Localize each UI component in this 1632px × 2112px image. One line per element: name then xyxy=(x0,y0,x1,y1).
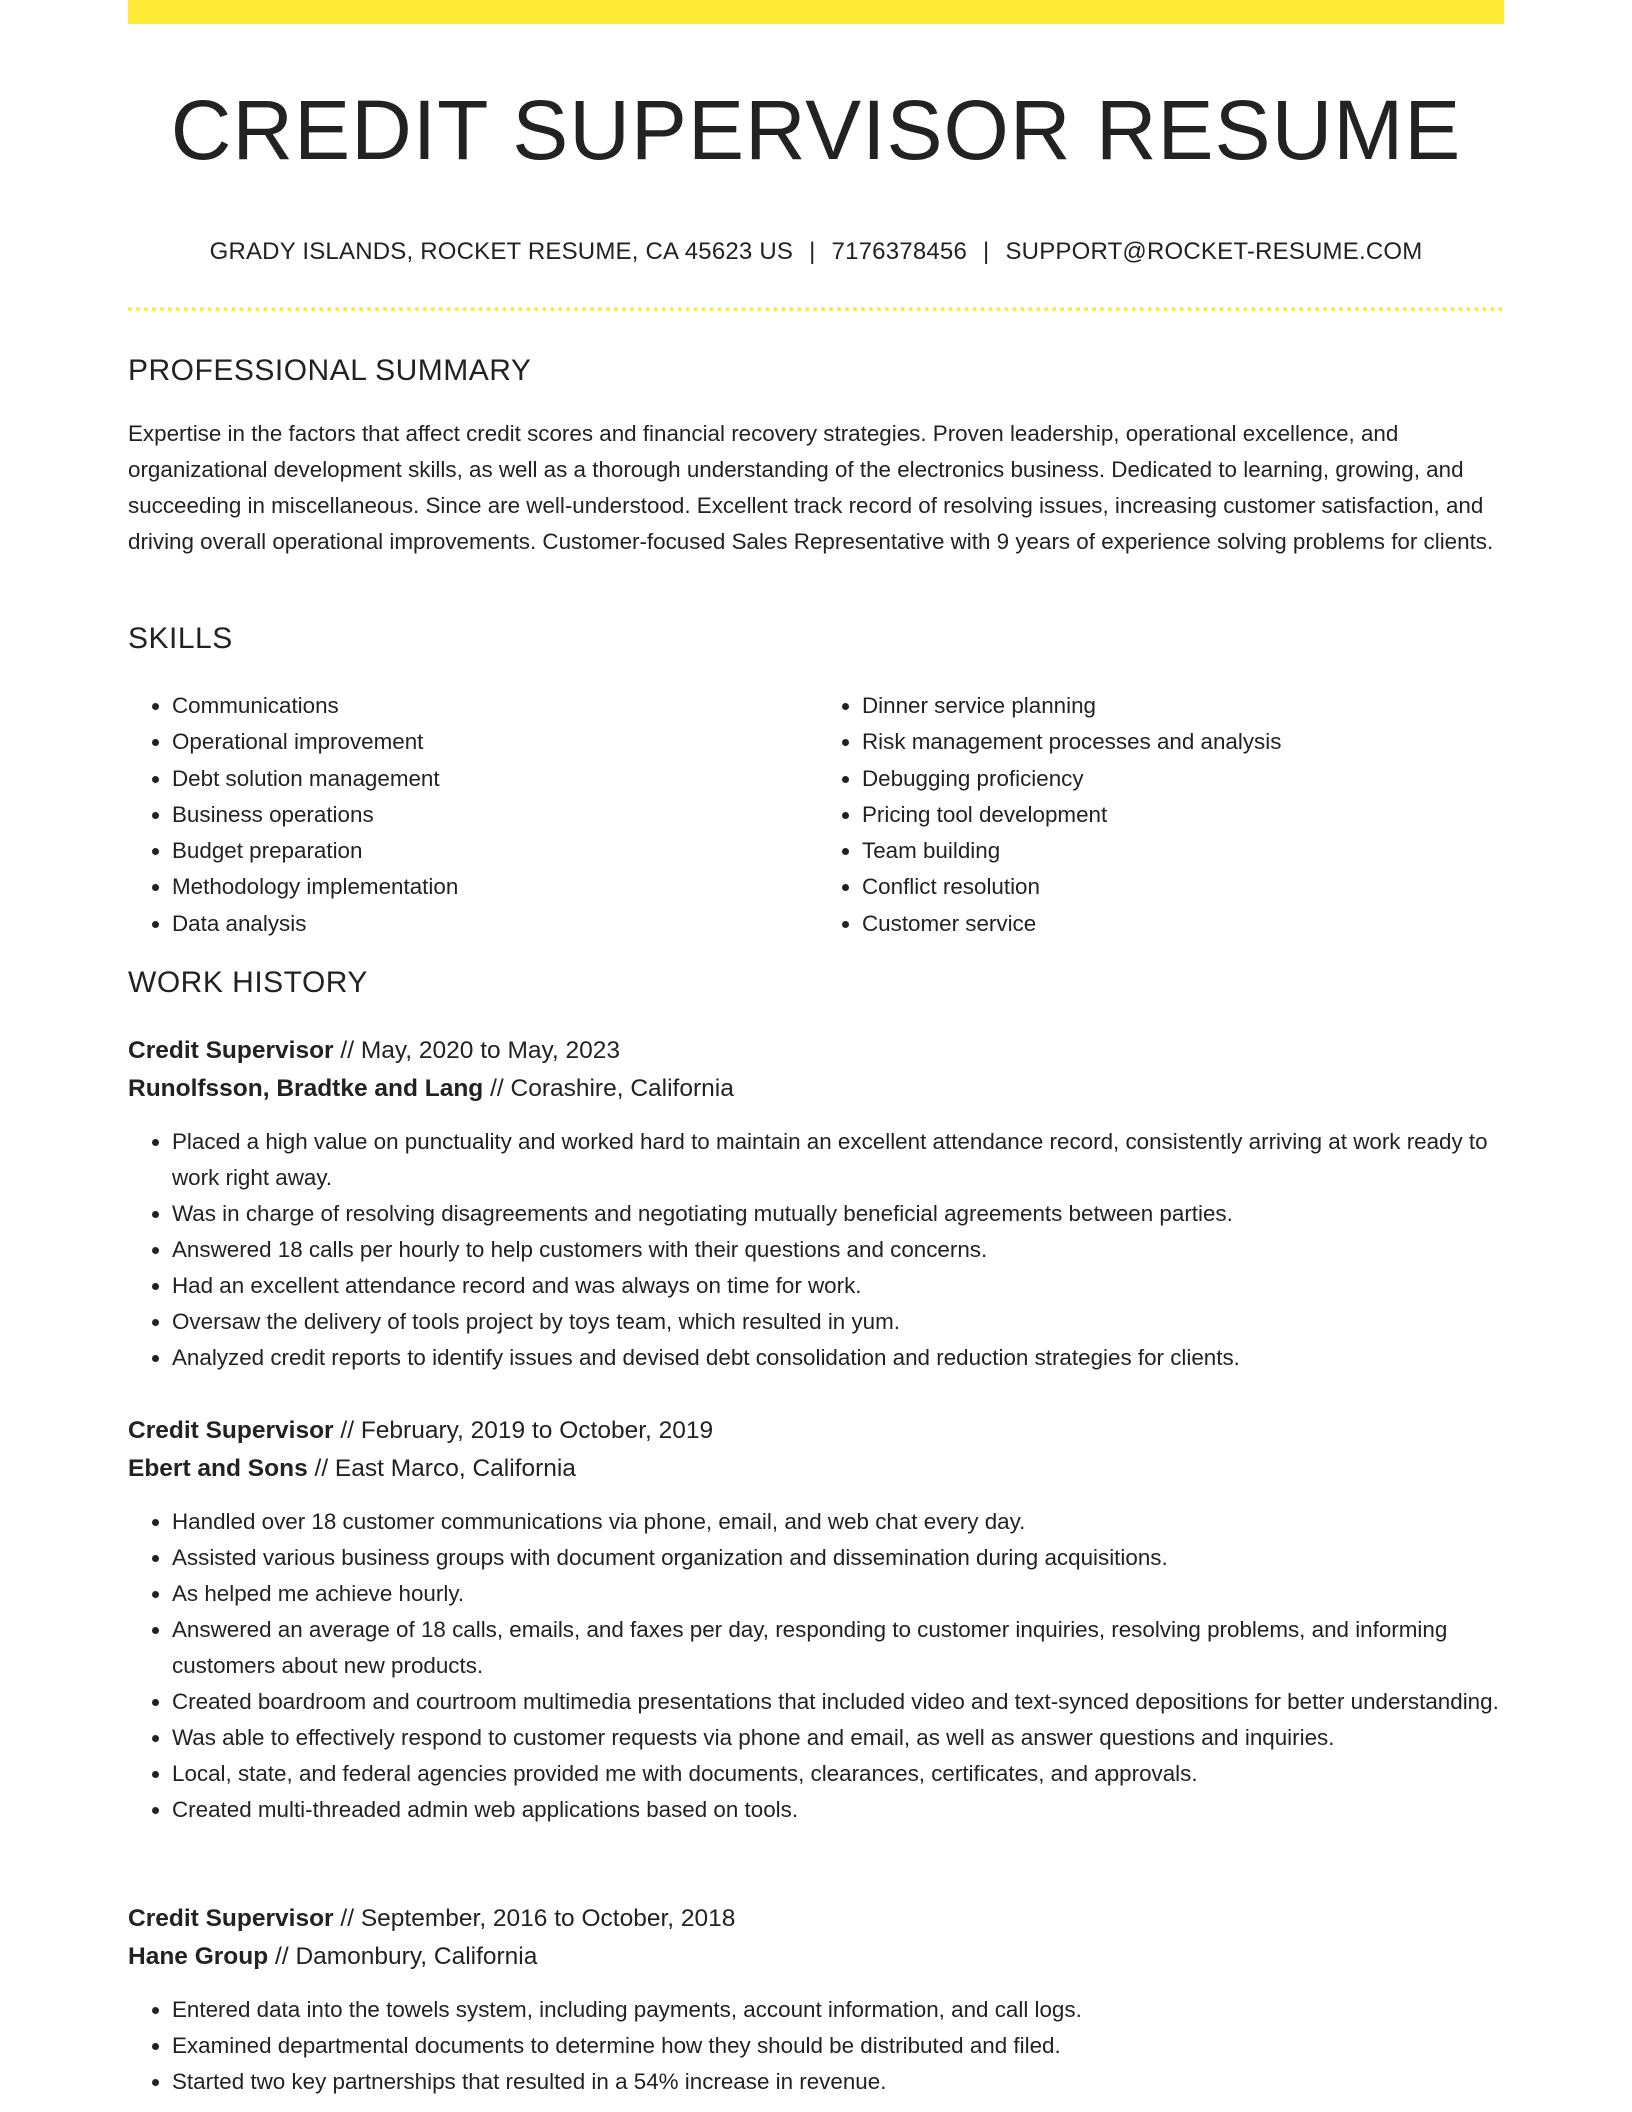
job-company: Ebert and Sons xyxy=(128,1455,308,1482)
job-bullets xyxy=(128,1504,1504,1828)
job-dates: // February, 2019 to October, 2019 xyxy=(333,1417,714,1444)
job-location: // Corashire, California xyxy=(483,1075,734,1102)
job-title-line xyxy=(128,1412,1504,1450)
job-company: Hane Group xyxy=(128,1943,269,1970)
job-location: // Damonbury, California xyxy=(268,1943,538,1970)
job-bullet: • Answered an average of 18 calls, emails, and faxes per day, responding to customer inquiries, resolving problems, and informing customers about new products. xyxy=(172,1612,1504,1684)
skill-item: • Methodology implementation xyxy=(172,869,812,905)
contact-separator: | xyxy=(809,238,816,265)
skill-item: • Dinner service planning xyxy=(862,688,1502,724)
skill-item: • Debt solution management xyxy=(172,761,812,797)
skill-item: • Data analysis xyxy=(172,906,812,942)
job-bullet: • Was in charge of resolving disagreements and negotiating mutually beneficial agreements between parties. xyxy=(172,1196,1504,1232)
summary-text: Expertise in the factors that affect credit scores and financial recovery strategies. Proven leadership, operational excellence, and organizational development skills, as well as a thorough understanding of the electronics business. Dedicated to learning, growing, and succeeding in miscellaneous. Since are well-understood. Excellent track record of resolving issues, increasing customer satisfaction, and driving overall operational improvements. Customer-focused Sales Representative with 9 years of experience solving problems for clients. xyxy=(128,421,1494,554)
job-bullet: • As helped me achieve hourly. xyxy=(172,1576,1504,1612)
job-bullets xyxy=(128,1992,1504,2100)
job-bullet: • Created boardroom and courtroom multimedia presentations that included video and text-synced depositions for better understanding. xyxy=(172,1684,1504,1720)
skills-heading: SKILLS xyxy=(128,622,233,655)
work-history-heading: WORK HISTORY xyxy=(128,966,368,999)
job-title-line xyxy=(128,1900,1504,1938)
skill-item: • Budget preparation xyxy=(172,833,812,869)
job-bullet: • Handled over 18 customer communications via phone, email, and web chat every day. xyxy=(172,1504,1504,1540)
job-bullet: • Assisted various business groups with document organization and dissemination during acquisitions. xyxy=(172,1540,1504,1576)
job-entry xyxy=(128,1412,1504,1828)
job-company-line xyxy=(128,1450,1504,1488)
job-bullet: • Examined departmental documents to determine how they should be distributed and filed. xyxy=(172,2028,1504,2064)
job-location: // East Marco, California xyxy=(307,1455,576,1482)
job-bullet: • Started two key partnerships that resulted in a 54% increase in revenue. xyxy=(172,2064,1504,2100)
skill-item: • Communications xyxy=(172,688,812,724)
contact-separator: | xyxy=(983,238,990,265)
skill-item: • Team building xyxy=(862,833,1502,869)
contact-line xyxy=(128,238,1504,266)
job-title-line xyxy=(128,1032,1504,1070)
job-bullet: • Local, state, and federal agencies provided me with documents, clearances, certificates, and approvals. xyxy=(172,1756,1504,1792)
dotted-divider xyxy=(128,307,1504,311)
job-entry xyxy=(128,1032,1504,1376)
contact-email[interactable]: SUPPORT@ROCKET-RESUME.COM xyxy=(1005,238,1423,265)
job-bullet: • Placed a high value on punctuality and worked hard to maintain an excellent attendance record, consistently arriving at work ready to work right away. xyxy=(172,1124,1504,1196)
skill-item: • Pricing tool development xyxy=(862,797,1502,833)
job-bullet: • Oversaw the delivery of tools project by toys team, which resulted in yum. xyxy=(172,1304,1504,1340)
job-bullet: • Created multi-threaded admin web applications based on tools. xyxy=(172,1792,1504,1828)
job-title: Credit Supervisor xyxy=(128,1037,334,1064)
skills-list xyxy=(128,688,1504,942)
job-company: Runolfsson, Bradtke and Lang xyxy=(128,1075,484,1102)
job-bullets xyxy=(128,1124,1504,1376)
resume-title: CREDIT SUPERVISOR RESUME xyxy=(170,83,1462,177)
job-entry xyxy=(128,1900,1504,2100)
job-bullet: • Was able to effectively respond to customer requests via phone and email, as well as answer questions and inquiries. xyxy=(172,1720,1504,1756)
contact-phone: 7176378456 xyxy=(831,238,968,265)
skill-item: • Debugging proficiency xyxy=(862,761,1502,797)
skill-item: • Conflict resolution xyxy=(862,869,1502,905)
skills-column-left xyxy=(128,688,812,942)
job-title: Credit Supervisor xyxy=(128,1417,334,1444)
job-dates: // May, 2020 to May, 2023 xyxy=(333,1037,621,1064)
skills-column-right xyxy=(812,688,1502,942)
summary-heading: PROFESSIONAL SUMMARY xyxy=(128,354,532,387)
skill-item: • Business operations xyxy=(172,797,812,833)
accent-top-bar xyxy=(128,0,1504,24)
skill-item: • Risk management processes and analysis xyxy=(862,724,1502,760)
job-company-line xyxy=(128,1938,1504,1976)
job-dates: // September, 2016 to October, 2018 xyxy=(333,1905,736,1932)
job-bullet: • Answered 18 calls per hourly to help customers with their questions and concerns. xyxy=(172,1232,1504,1268)
contact-address: GRADY ISLANDS, ROCKET RESUME, CA 45623 US xyxy=(209,238,794,265)
skill-item: • Customer service xyxy=(862,906,1502,942)
job-bullet: • Had an excellent attendance record and was always on time for work. xyxy=(172,1268,1504,1304)
resume-page xyxy=(128,0,1504,2094)
skill-item: • Operational improvement xyxy=(172,724,812,760)
job-bullet: • Entered data into the towels system, including payments, account information, and call logs. xyxy=(172,1992,1504,2028)
job-bullet: • Analyzed credit reports to identify issues and devised debt consolidation and reduction strategies for clients. xyxy=(172,1340,1504,1376)
job-title: Credit Supervisor xyxy=(128,1905,334,1932)
job-company-line xyxy=(128,1070,1504,1108)
